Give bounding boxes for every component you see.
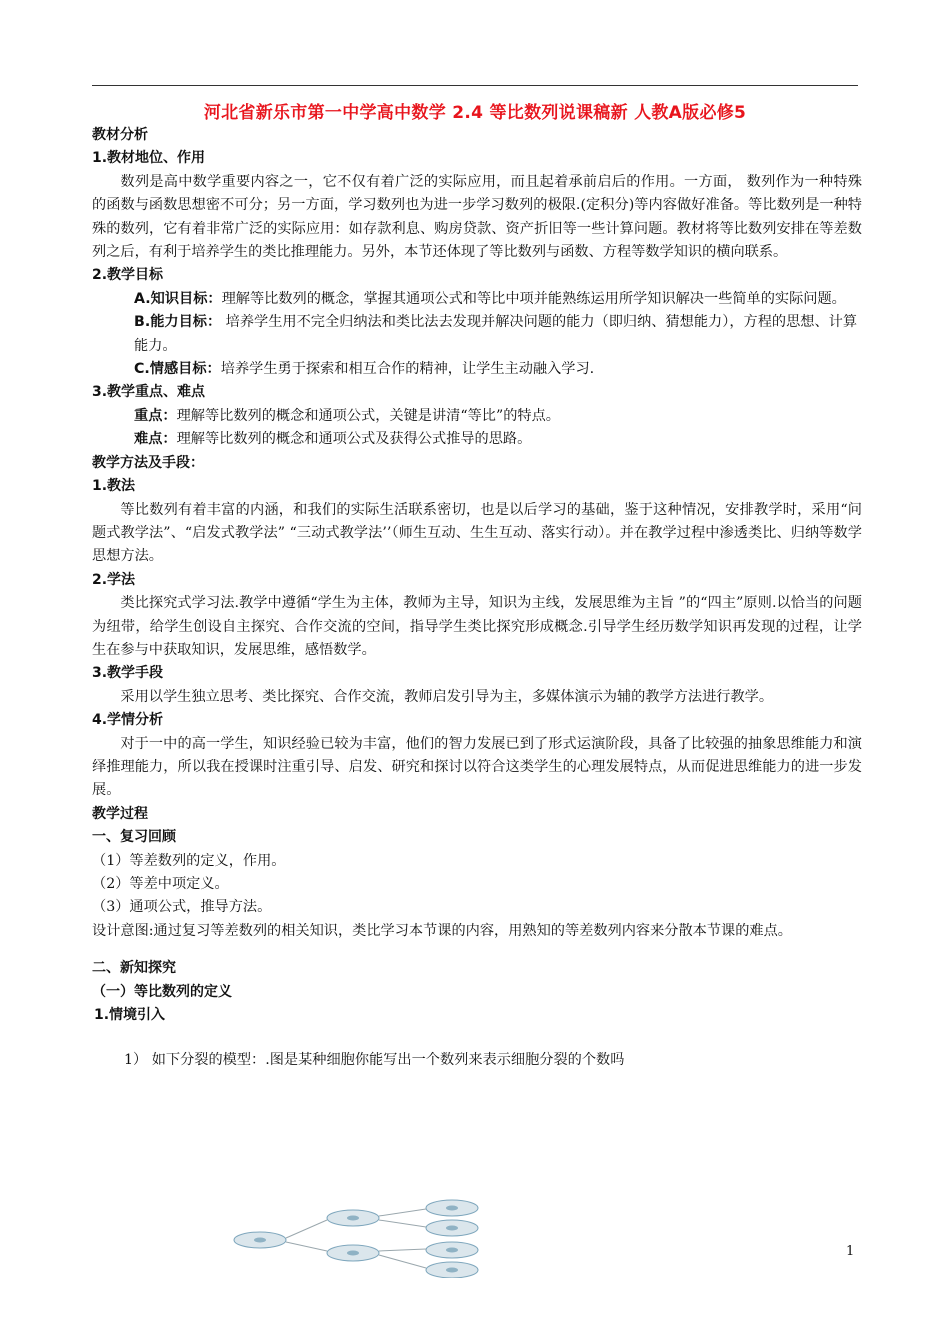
heading-new-knowledge: 二、新知探究	[92, 960, 176, 977]
cell-division-figure	[220, 1198, 520, 1278]
key-point-label: 重点：	[134, 407, 177, 424]
difficult-point	[92, 428, 862, 451]
difficult-point-text: 理解等比数列的概念和通项公式及获得公式推导的思路。	[176, 431, 532, 448]
heading-textbook-analysis: 教材分析	[92, 127, 148, 143]
goal-ability	[92, 311, 862, 358]
heading-teaching-process: 教学过程	[92, 805, 148, 822]
paragraph-teaching-method: 等比数列有着丰富的内涵，和我们的实际生活联系密切，也是以后学习的基础，鉴于这种情况，安排教学时，采用“问题式教学法”、“启发式教学法” “三动式教学法’’（师生互动、生生互动、落实行动）。并在教学过程中渗透类比、归纳等数学思想方法。	[92, 501, 862, 565]
difficult-point-label: 难点：	[134, 431, 177, 448]
paragraph-position-role: 数列是高中数学重要内容之一，它不仅有着广泛的实际应用，而且起着承前启后的作用。一方面， 数列作为一种特殊的函数与函数思想密不可分；另一方面，学习数列也为进一步学习数列的极限.(定积分)等内容做好准备。等比数列是一种特殊的数列，它有着非常广泛的实际应用：如存款利息、购房贷款、资产折旧等一些计算问题。教材将等比数列安排在等差数列之后，有利于培养学生的类比推理能力。另外，本节还体现了等比数列与函数、方程等数学知识的横向联系。	[92, 173, 862, 261]
review-item-1: （1）等差数列的定义，作用。	[92, 852, 286, 869]
key-point	[92, 405, 862, 428]
page-number: 1	[846, 1244, 855, 1259]
document-title: 河北省新乐市第一中学高中数学 2.4 等比数列说课稿新 人教A版必修5	[203, 103, 747, 123]
heading-scenario: 1.情境引入	[94, 1007, 166, 1024]
goal-emotion	[92, 358, 862, 381]
heading-teaching-goals: 2.教学目标	[92, 267, 164, 284]
heading-teaching-method: 1.教法	[92, 478, 136, 495]
question-1: 1） 如下分裂的模型：.图是某种细胞你能写出一个数列来表示细胞分裂的个数吗	[124, 1052, 625, 1069]
goal-emotion-text: 培养学生勇于探索和相互合作的精神，让学生主动融入学习.	[220, 361, 595, 378]
design-intent: 设计意图:通过复习等差数列的相关知识，类比学习本节课的内容，用熟知的等差数列内容来分散本节课的难点。	[92, 922, 792, 939]
heading-key-difficult: 3.教学重点、难点	[92, 384, 206, 401]
goal-knowledge	[92, 288, 862, 311]
key-point-text: 理解等比数列的概念和通项公式，关键是讲清“等比”的特点。	[176, 407, 560, 424]
review-item-2: （2）等差中项定义。	[92, 876, 229, 892]
goal-knowledge-label: A.知识目标：	[134, 290, 222, 307]
goal-knowledge-text: 理解等比数列的概念，掌握其通项公式和等比中项并能熟练运用所学知识解决一些简单的实际问题。	[221, 290, 846, 307]
goal-ability-text: 培养学生用不完全归纳法和类比法去发现并解决问题的能力（即归纳、猜想能力），方程的思想、计算能力。	[134, 314, 858, 354]
heading-learning-method: 2.学法	[92, 571, 136, 588]
heading-methods: 教学方法及手段：	[92, 454, 204, 471]
paragraph-learning-method: 类比探究式学习法.教学中遵循“学生为主体，教师为主导，知识为主线，发展思维为主旨 ”的“四主”原则.以恰当的问题为纽带，给学生创设自主探究、合作交流的空间，指导学生类比探究形成概念.引导学生经历数学知识再发现的过程，让学生在参与中获取知识，发展思维，感悟数学。	[92, 595, 862, 658]
heading-teaching-means: 3.教学手段	[92, 665, 164, 682]
goal-ability-label: B.能力目标：	[134, 314, 222, 331]
heading-review: 一、复习回顾	[92, 829, 176, 846]
heading-position-role: 1.教材地位、作用	[92, 150, 206, 167]
header-rule	[92, 85, 858, 86]
paragraph-student-analysis: 对于一中的高一学生，知识经验已较为丰富，他们的智力发展已到了形式运演阶段，具备了比较强的抽象思维能力和演绎推理能力，所以我在授课时注重引导、启发、研究和探讨以符合这类学生的心理发展特点，从而促进思维能力的进一步发展。	[92, 735, 862, 799]
heading-student-analysis: 4.学情分析	[92, 712, 164, 729]
heading-definition: （一）等比数列的定义	[92, 983, 232, 1000]
document-body	[92, 124, 862, 1073]
review-item-3: （3）通项公式，推导方法。	[92, 899, 272, 916]
goal-emotion-label: C.情感目标：	[134, 361, 221, 378]
paragraph-teaching-means: 采用以学生独立思考、类比探究、合作交流，教师启发引导为主，多媒体演示为辅的教学方法进行教学。	[120, 688, 774, 705]
